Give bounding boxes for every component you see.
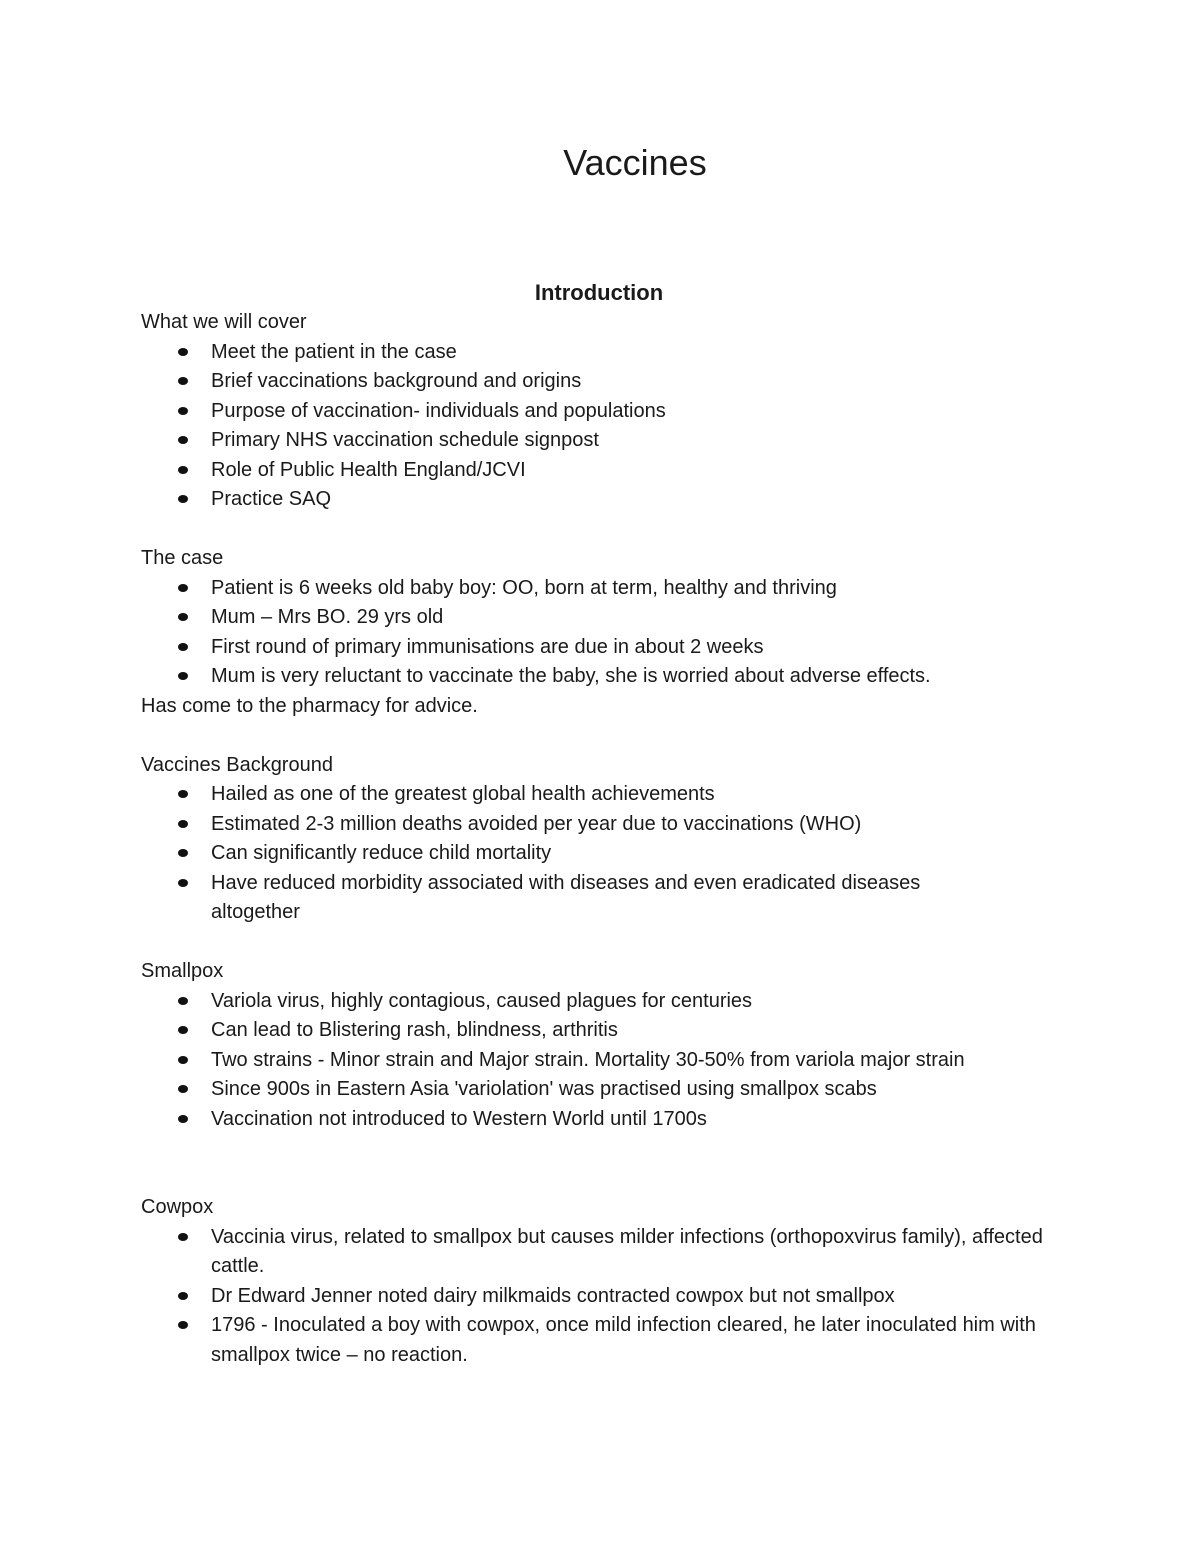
bullet-icon [178, 377, 188, 385]
list-item-text: Practice SAQ [211, 488, 332, 510]
background-list [141, 780, 1061, 928]
smallpox-label: Smallpox [141, 960, 224, 982]
list-item [141, 338, 1061, 368]
list-item [141, 1311, 1061, 1370]
list-item [141, 1016, 1061, 1046]
list-item [141, 1223, 1061, 1282]
bullet-icon [178, 436, 188, 444]
list-item-text: First round of primary immunisations are due in about 2 weeks [211, 635, 764, 658]
spacer [141, 721, 1061, 751]
list-item [141, 987, 1061, 1017]
cowpox-list [141, 1223, 1061, 1371]
bullet-icon [178, 495, 188, 503]
list-item-text: Can lead to Blistering rash, blindness, arthritis [211, 1019, 618, 1041]
bullet-icon [178, 584, 188, 592]
bullet-icon [178, 1085, 188, 1093]
intro-list [141, 338, 1061, 515]
bullet-icon [178, 613, 188, 621]
spacer [141, 515, 1061, 545]
section-heading-introduction: Introduction [534, 280, 664, 305]
page-title: Vaccines [563, 142, 707, 183]
list-item-text: Variola virus, highly contagious, caused plagues for centuries [211, 989, 753, 1012]
list-item [141, 780, 1061, 810]
list-item [141, 1075, 1061, 1105]
list-item-text: Have reduced morbidity associated with diseases and even eradicated diseases altogether [211, 871, 921, 923]
bullet-icon [178, 820, 188, 828]
list-item [141, 633, 1061, 663]
list-item-text: Mum – Mrs BO. 29 yrs old [211, 606, 444, 628]
document-body [141, 277, 1061, 1370]
list-item [141, 367, 1061, 397]
intro-label: What we will cover [141, 311, 307, 333]
case-trailing-text: Has come to the pharmacy for advice. [141, 694, 478, 717]
bullet-icon [178, 348, 188, 356]
list-item-text: Patient is 6 weeks old baby boy: OO, born at term, healthy and thriving [211, 576, 837, 599]
bullet-icon [178, 1056, 188, 1064]
list-item-text: Meet the patient in the case [211, 340, 457, 363]
list-item [141, 810, 1061, 840]
bullet-icon [178, 1321, 188, 1329]
bullet-icon [178, 1026, 188, 1034]
list-item [141, 1105, 1061, 1135]
list-item-text: Brief vaccinations background and origins [211, 370, 582, 392]
spacer [141, 1134, 1061, 1193]
bullet-icon [178, 643, 188, 651]
list-item-text: Since 900s in Eastern Asia 'variolation' was practised using smallpox scabs [211, 1078, 877, 1100]
list-item [141, 1282, 1061, 1312]
list-item [141, 869, 1061, 928]
list-item-text: Vaccination not introduced to Western World until 1700s [211, 1107, 707, 1130]
list-item-text: Hailed as one of the greatest global health achievements [211, 783, 715, 805]
bullet-icon [178, 1292, 188, 1300]
bullet-icon [178, 1233, 188, 1241]
list-item-text: 1796 - Inoculated a boy with cowpox, once mild infection cleared, he later inoculated him with smallpox twice – no reaction. [211, 1314, 1036, 1366]
list-item [141, 1046, 1061, 1076]
list-item [141, 456, 1061, 486]
list-item [141, 426, 1061, 456]
list-item [141, 574, 1061, 604]
cowpox-label: Cowpox [141, 1196, 214, 1218]
list-item [141, 397, 1061, 427]
case-list [141, 574, 1061, 692]
case-label: The case [141, 547, 224, 569]
list-item-text: Two strains - Minor strain and Major strain. Mortality 30-50% from variola major strain [211, 1048, 965, 1071]
bullet-icon [178, 879, 188, 887]
bullet-icon [178, 997, 188, 1005]
list-item-text: Vaccinia virus, related to smallpox but causes milder infections (orthopoxvirus family), affected cattle. [211, 1225, 1043, 1277]
list-item-text: Can significantly reduce child mortality [211, 842, 552, 864]
bullet-icon [178, 849, 188, 857]
list-item-text: Estimated 2-3 million deaths avoided per year due to vaccinations (WHO) [211, 812, 862, 835]
spacer [141, 928, 1061, 958]
smallpox-list [141, 987, 1061, 1135]
bullet-icon [178, 672, 188, 680]
list-item [141, 839, 1061, 869]
background-label: Vaccines Background [141, 753, 333, 776]
bullet-icon [178, 790, 188, 798]
list-item [141, 485, 1061, 515]
list-item-text: Purpose of vaccination- individuals and populations [211, 399, 666, 422]
list-item-text: Dr Edward Jenner noted dairy milkmaids contracted cowpox but not smallpox [211, 1284, 895, 1307]
bullet-icon [178, 1115, 188, 1123]
list-item-text: Primary NHS vaccination schedule signpost [211, 429, 599, 451]
list-item-text: Role of Public Health England/JCVI [211, 458, 526, 481]
list-item-text: Mum is very reluctant to vaccinate the baby, she is worried about adverse effects. [211, 665, 931, 687]
list-item [141, 603, 1061, 633]
list-item [141, 662, 1061, 692]
bullet-icon [178, 466, 188, 474]
bullet-icon [178, 407, 188, 415]
